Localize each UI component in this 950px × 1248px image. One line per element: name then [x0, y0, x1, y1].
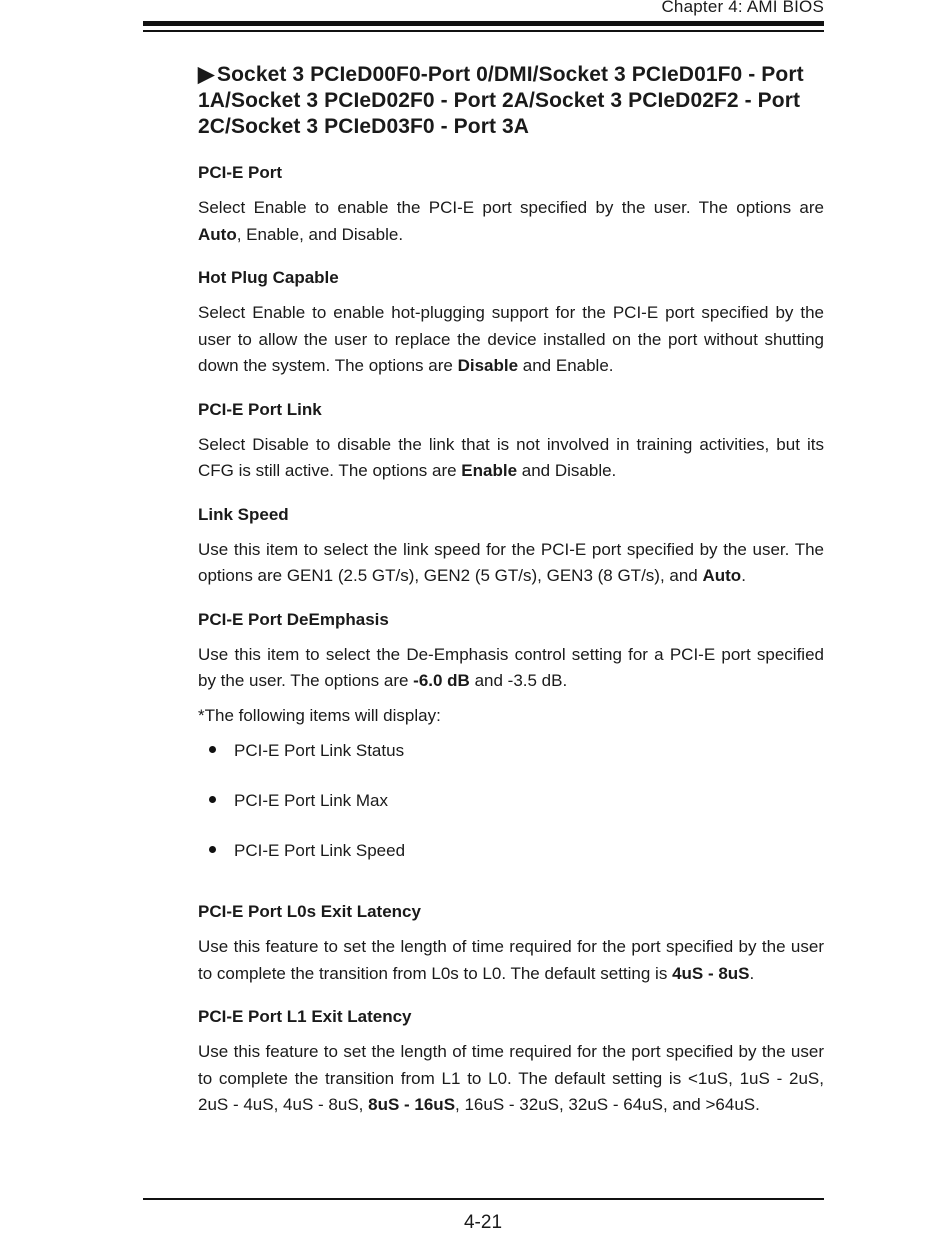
- triangle-arrow-icon: ▶: [198, 63, 215, 86]
- desc-l0s-latency: [198, 934, 824, 987]
- bullet-icon: [209, 846, 216, 853]
- list-item-text: PCI-E Port Link Status: [234, 741, 405, 760]
- desc-text: and -3.5 dB.: [469, 671, 568, 690]
- header-rule-thin: [143, 30, 824, 32]
- list-item: [198, 790, 824, 812]
- section-title-text: Socket 3 PCIeD00F0-Port 0/DMI/Socket 3 PCIeD01F0 - Port 1A/Socket 3 PCIeD02F0 - Port 2A/Socket 3 PCIeD02F2 - Port 2C/Socket 3 PCIeD03F0 - Port 3A: [198, 63, 804, 138]
- desc-text: Use this item to select the De-Emphasis control setting for a PCI-E port specified by the user. The options are: [198, 644, 824, 690]
- heading-deemphasis: PCI-E Port DeEmphasis: [198, 609, 389, 629]
- default-option: Disable: [457, 356, 519, 375]
- desc-text: Select Enable to enable the PCI-E port specified by the user. The options are: [198, 198, 824, 217]
- desc-text: Select Disable to disable the link that is not involved in training activities, but its CFG is still active. The options are: [198, 434, 824, 480]
- default-option: 4uS - 8uS: [672, 963, 750, 983]
- bullet-icon: [209, 796, 216, 803]
- bullet-icon: [209, 746, 216, 753]
- heading-link-speed: Link Speed: [198, 504, 289, 524]
- deemphasis-bullet-list: [198, 740, 824, 862]
- default-option: 8uS - 16uS: [368, 1095, 456, 1114]
- default-option: Enable: [461, 461, 518, 480]
- section-title: [198, 62, 824, 140]
- list-item-text: PCI-E Port Link Speed: [234, 841, 406, 860]
- desc-text: , 16uS - 32uS, 32uS - 64uS, and >64uS.: [455, 1095, 760, 1114]
- header-rule-thick: [143, 21, 824, 26]
- default-option: -6.0 dB: [413, 671, 470, 690]
- heading-port-link: PCI-E Port Link: [198, 399, 322, 419]
- page-content: [198, 62, 824, 1119]
- desc-l1-latency: [198, 1039, 824, 1119]
- heading-l1-latency: PCI-E Port L1 Exit Latency: [198, 1007, 412, 1026]
- footer-rule: [143, 1198, 824, 1200]
- desc-link-speed: [198, 537, 824, 590]
- desc-deemphasis: [198, 642, 824, 695]
- list-item: [198, 840, 824, 862]
- list-item: [198, 740, 824, 762]
- desc-pcie-port: [198, 195, 824, 248]
- desc-text: and Enable.: [518, 356, 614, 375]
- chapter-header: Chapter 4: AMI BIOS: [661, 0, 824, 16]
- page-number: 4-21: [463, 1212, 503, 1233]
- deemphasis-note: *The following items will display:: [198, 705, 441, 725]
- desc-text: Select Enable to enable hot-plugging support for the PCI-E port specified by the user to allow the user to replace the device installed on the port without shutting down the system. The options are: [198, 303, 824, 375]
- default-option: Auto: [198, 224, 237, 244]
- desc-text: Use this item to select the link speed for the PCI-E port specified by the user. The options are GEN1 (2.5 GT/s), GEN2 (5 GT/s), GEN3 (8 GT/s), and: [198, 539, 824, 585]
- desc-text: Use this feature to set the length of time required for the port specified by the user to complete the transition from L1 to L0. The default setting is <1uS, 1uS - 2uS, 2uS - 4uS, 4uS - 8uS,: [198, 1042, 824, 1114]
- desc-port-link: [198, 432, 824, 485]
- desc-hot-plug: [198, 300, 824, 380]
- heading-pcie-port: PCI-E Port: [198, 163, 283, 182]
- heading-l0s-latency: PCI-E Port L0s Exit Latency: [198, 902, 421, 921]
- heading-hot-plug: Hot Plug Capable: [198, 268, 339, 287]
- default-option: Auto: [702, 566, 742, 585]
- desc-text: .: [741, 566, 746, 585]
- list-item-text: PCI-E Port Link Max: [234, 791, 388, 810]
- desc-text: and Disable.: [517, 461, 617, 480]
- desc-text: , Enable, and Disable.: [236, 224, 404, 244]
- desc-text: .: [749, 963, 755, 983]
- desc-text: Use this feature to set the length of time required for the port specified by the user to complete the transition from L0s to L0. The default setting is: [198, 937, 824, 983]
